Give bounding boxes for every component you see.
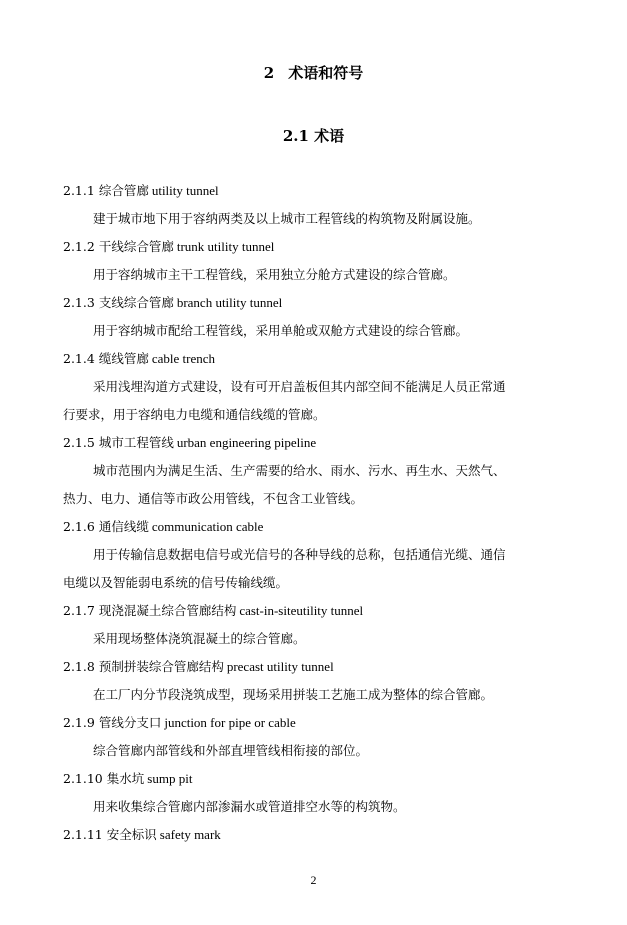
term-number: 2.1.5: [63, 435, 95, 450]
term-english-name: sump pit: [147, 771, 193, 786]
term-english-name: communication cable: [151, 519, 264, 534]
term-definition: 用来收集综合管廊内部渗漏水或管道排空水等的构筑物。: [93, 799, 406, 814]
term-english-name: branch utility tunnel: [176, 295, 283, 310]
term-chinese-name: 安全标识: [106, 827, 157, 842]
term-definition: 在工厂内分节段浇筑成型，现场采用拼装工艺施工成为整体的综合管廊。: [93, 687, 494, 702]
term-definition: 热力、电力、通信等市政公用管线，不包含工业管线。: [63, 491, 364, 506]
term-english-name: cast-in-siteutility tunnel: [239, 603, 364, 618]
chapter-title: 术语和符号: [288, 64, 364, 82]
section-heading: 2.1 术语: [282, 127, 345, 145]
term-english-name: safety mark: [159, 827, 221, 842]
term-number: 2.1.3: [63, 295, 95, 310]
term-definition: 行要求，用于容纳电力电缆和通信线缆的管廊。: [63, 407, 326, 422]
term-heading: [0, 294, 627, 312]
chapter-number: 2: [263, 64, 275, 82]
term-definition: 采用浅埋沟道方式建设，设有可开启盖板但其内部空间不能满足人员正常通: [93, 379, 506, 394]
term-heading: [0, 714, 627, 732]
term-chinese-name: 综合管廊: [98, 183, 149, 198]
term-definition: 采用现场整体浇筑混凝土的综合管廊。: [93, 631, 306, 646]
term-definition: 用于传输信息数据电信号或光信号的各种导线的总称，包括通信光缆、通信: [93, 547, 506, 562]
term-chinese-name: 城市工程管线: [98, 435, 174, 450]
term-heading: [0, 182, 627, 200]
term-chinese-name: 通信线缆: [98, 519, 149, 534]
term-heading: [0, 770, 627, 788]
term-heading: [0, 518, 627, 536]
term-heading: [0, 350, 627, 368]
term-chinese-name: 集水坑: [106, 771, 145, 786]
term-english-name: utility tunnel: [151, 183, 219, 198]
term-chinese-name: 干线综合管廊: [98, 239, 174, 254]
term-number: 2.1.7: [63, 603, 95, 618]
term-heading: [0, 826, 627, 844]
term-number: 2.1.9: [63, 715, 95, 730]
term-heading: [0, 238, 627, 256]
term-number: 2.1.8: [63, 659, 95, 674]
term-chinese-name: 现浇混凝土综合管廊结构: [98, 603, 237, 618]
term-english-name: cable trench: [151, 351, 215, 366]
term-chinese-name: 管线分支口: [98, 715, 162, 730]
term-number: 2.1.10: [63, 771, 103, 786]
term-english-name: junction for pipe or cable: [164, 715, 296, 730]
term-english-name: trunk utility tunnel: [176, 239, 275, 254]
term-number: 2.1.11: [63, 827, 103, 842]
term-definition: 建于城市地下用于容纳两类及以上城市工程管线的构筑物及附属设施。: [93, 211, 481, 226]
term-definition: 用于容纳城市配给工程管线，采用单舱或双舱方式建设的综合管廊。: [93, 323, 469, 338]
term-number: 2.1.1: [63, 183, 95, 198]
term-number: 2.1.4: [63, 351, 95, 366]
term-definition: 综合管廊内部管线和外部直埋管线相衔接的部位。: [93, 743, 369, 758]
term-definition: 城市范围内为满足生活、生产需要的给水、雨水、污水、再生水、天然气、: [93, 463, 506, 478]
term-definition: 用于容纳城市主干工程管线，采用独立分舱方式建设的综合管廊。: [93, 267, 456, 282]
term-number: 2.1.2: [63, 239, 95, 254]
page-number: 2: [310, 873, 317, 887]
term-heading: [0, 658, 627, 676]
term-heading: [0, 434, 627, 452]
term-definition: 电缆以及智能弱电系统的信号传输线缆。: [63, 575, 289, 590]
term-chinese-name: 缆线管廊: [98, 351, 149, 366]
term-chinese-name: 支线综合管廊: [98, 295, 174, 310]
term-chinese-name: 预制拼装综合管廊结构: [98, 659, 224, 674]
term-heading: [0, 602, 627, 620]
term-english-name: urban engineering pipeline: [176, 435, 317, 450]
term-number: 2.1.6: [63, 519, 95, 534]
term-english-name: precast utility tunnel: [226, 659, 334, 674]
chapter-heading: [0, 62, 627, 84]
